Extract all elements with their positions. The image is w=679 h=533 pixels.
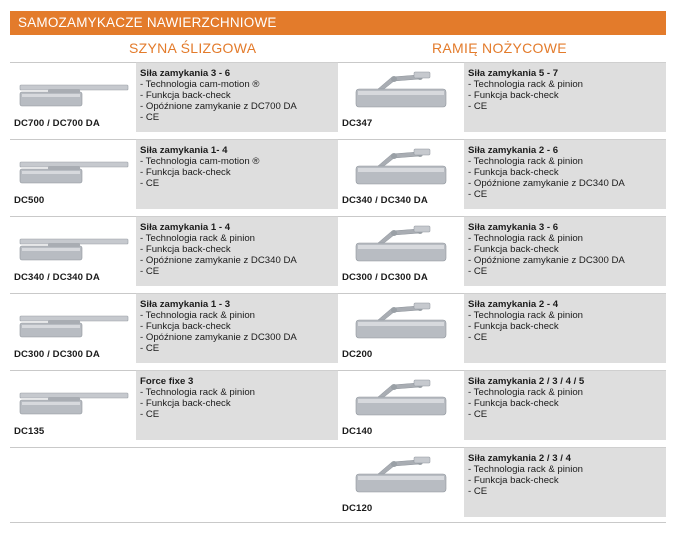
feature-item: - Technologia rack & pinion (468, 156, 584, 167)
product-code: DC120 (342, 503, 373, 514)
feature-item: - Technologia rack & pinion (468, 464, 584, 475)
product-image-cell (338, 370, 464, 440)
feature-item: - Funkcja back-check (468, 398, 559, 409)
feature-item: - Opóźnione zamykanie z DC300 DA (140, 332, 297, 343)
feature-item: - Technologia cam-motion ® (140, 79, 260, 90)
product-description (464, 370, 666, 440)
closing-force-title: Siła zamykania 3 - 6 (140, 68, 231, 79)
product-image-cell (338, 447, 464, 517)
door-closer-scissor-arm-image (342, 377, 460, 423)
feature-item: - Funkcja back-check (140, 90, 231, 101)
column-title-scissor-arm: RAMIĘ NOŻYCOWE (432, 40, 567, 56)
door-closer-slide-rail-image (14, 146, 132, 192)
product-description (464, 139, 666, 209)
feature-item: - Funkcja back-check (468, 475, 559, 486)
product-code: DC200 (342, 349, 373, 360)
closing-force-title: Siła zamykania 3 - 6 (468, 222, 559, 233)
product-image-cell (338, 293, 464, 363)
feature-item: - Funkcja back-check (468, 244, 559, 255)
door-closer-slide-rail-image (14, 300, 132, 346)
product-code: DC700 / DC700 DA (14, 118, 100, 129)
product-description (136, 293, 338, 363)
product-code: DC340 / DC340 DA (14, 272, 100, 283)
feature-item: - Funkcja back-check (468, 90, 559, 101)
closing-force-title: Siła zamykania 2 / 3 / 4 / 5 (468, 376, 585, 387)
feature-item: - CE (468, 486, 488, 497)
feature-item: - Technologia rack & pinion (140, 310, 256, 321)
feature-item: - Opóźnione zamykanie z DC340 DA (468, 178, 625, 189)
feature-item: - CE (140, 409, 160, 420)
feature-item: - CE (468, 101, 488, 112)
feature-item: - CE (140, 112, 160, 123)
column-title-slide-rail: SZYNA ŚLIZGOWA (129, 40, 257, 56)
feature-item: - Opóźnione zamykanie z DC700 DA (140, 101, 297, 112)
feature-item: - Funkcja back-check (140, 398, 231, 409)
product-code: DC500 (14, 195, 45, 206)
closing-force-title: Siła zamykania 2 / 3 / 4 (468, 453, 571, 464)
table-bottom-rule (10, 522, 666, 523)
product-image-cell (338, 62, 464, 132)
feature-item: - CE (140, 266, 160, 277)
closing-force-title: Siła zamykania 5 - 7 (468, 68, 559, 79)
closing-force-title: Siła zamykania 2 - 4 (468, 299, 559, 310)
product-description (464, 447, 666, 517)
feature-item: - CE (140, 178, 160, 189)
product-description (464, 62, 666, 132)
feature-item: - CE (468, 189, 488, 200)
feature-item: - Opóźnione zamykanie z DC300 DA (468, 255, 625, 266)
feature-item: - CE (468, 409, 488, 420)
product-code: DC347 (342, 118, 373, 129)
product-image-cell (338, 216, 464, 286)
closing-force-title: Siła zamykania 1 - 3 (140, 299, 231, 310)
product-image-cell (10, 216, 136, 286)
feature-item: - Technologia rack & pinion (140, 387, 256, 398)
product-code: DC300 / DC300 DA (14, 349, 100, 360)
feature-item: - Opóźnione zamykanie z DC340 DA (140, 255, 297, 266)
feature-item: - Technologia cam-motion ® (140, 156, 260, 167)
empty-cell (10, 447, 338, 524)
feature-item: - Funkcja back-check (468, 321, 559, 332)
feature-item: - Technologia rack & pinion (468, 310, 584, 321)
door-closer-scissor-arm-image (342, 146, 460, 192)
product-description (464, 293, 666, 363)
page-title: SAMOZAMYKACZE NAWIERZCHNIOWE (10, 11, 666, 35)
feature-item: - CE (140, 343, 160, 354)
closing-force-title: Siła zamykania 1 - 4 (140, 222, 231, 233)
product-description (136, 62, 338, 132)
feature-item: - Technologia rack & pinion (468, 387, 584, 398)
feature-item: - Funkcja back-check (140, 167, 231, 178)
product-image-cell (10, 370, 136, 440)
closing-force-title: Siła zamykania 1- 4 (140, 145, 228, 156)
feature-item: - CE (468, 266, 488, 277)
product-description (136, 370, 338, 440)
product-description (136, 216, 338, 286)
feature-item: - Funkcja back-check (140, 244, 231, 255)
product-code: DC135 (14, 426, 45, 437)
product-code: DC300 / DC300 DA (342, 272, 428, 283)
product-image-cell (338, 139, 464, 209)
product-code: DC140 (342, 426, 373, 437)
door-closer-slide-rail-image (14, 223, 132, 269)
feature-item: - Technologia rack & pinion (140, 233, 256, 244)
product-description (464, 216, 666, 286)
door-closer-scissor-arm-image (342, 300, 460, 346)
closing-force-title: Siła zamykania 2 - 6 (468, 145, 559, 156)
product-description (136, 139, 338, 209)
feature-item: - Funkcja back-check (140, 321, 231, 332)
door-closer-slide-rail-image (14, 69, 132, 115)
product-image-cell (10, 62, 136, 132)
door-closer-scissor-arm-image (342, 454, 460, 500)
door-closer-scissor-arm-image (342, 69, 460, 115)
product-image-cell (10, 293, 136, 363)
feature-item: - Technologia rack & pinion (468, 233, 584, 244)
product-image-cell (10, 139, 136, 209)
product-code: DC340 / DC340 DA (342, 195, 428, 206)
closing-force-title: Force fixe 3 (140, 376, 194, 387)
feature-item: - CE (468, 332, 488, 343)
door-closer-scissor-arm-image (342, 223, 460, 269)
feature-item: - Technologia rack & pinion (468, 79, 584, 90)
door-closer-slide-rail-image (14, 377, 132, 423)
feature-item: - Funkcja back-check (468, 167, 559, 178)
